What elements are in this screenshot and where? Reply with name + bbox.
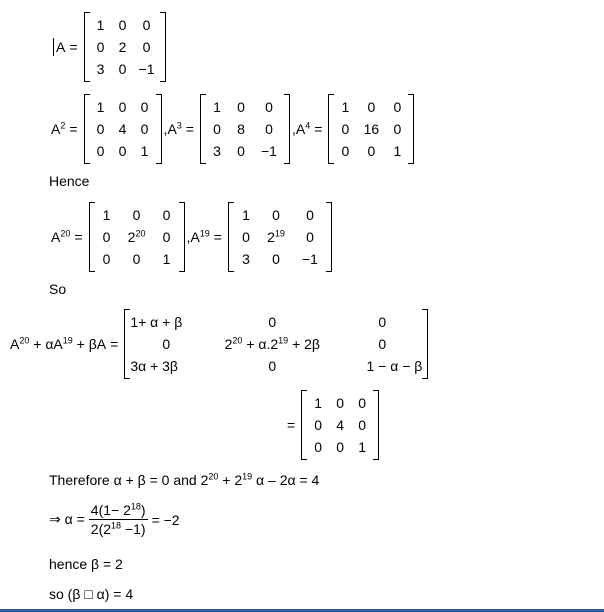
high-powers-line: $A^{20}$ = 1 0 0 0 $2^{20}$ 0 0 0 1 , $A^{19}$ = 1 0 0 0 $2^{19}$ 0 3 0 −1 bbox=[51, 202, 334, 272]
matrix-a: 1 0 0 0 2 0 3 0 −1 bbox=[84, 12, 166, 82]
alpha-fraction: $\frac{4(1- 2^{18})}{2(2^{18} -1)}$ bbox=[90, 501, 146, 537]
so-label: So bbox=[49, 281, 67, 297]
combination-equation: $A^{20} + \alpha A^{19} + \beta A$ = 1+ α + β 0 0 0 $2^{20} + \alpha.2^{19} + 2\beta$ 0 3α + 3β 0 1 − α − β bbox=[10, 309, 430, 379]
combination-matrix: 1+ α + β 0 0 0 $2^{20} + \alpha.2^{19} + 2\beta$ 0 3α + 3β 0 1 − α − β bbox=[124, 309, 428, 379]
combination-lhs: $A^{20} + \alpha A^{19} + \beta A$ bbox=[10, 335, 107, 352]
hence-label: Hence bbox=[49, 173, 90, 189]
matrix-a19: 1 0 0 0 $2^{19}$ 0 3 0 −1 bbox=[228, 202, 332, 272]
matrix-a-label: A bbox=[56, 39, 66, 55]
beta-line: hence β = 2 bbox=[49, 556, 123, 572]
alpha-result: = −2 bbox=[151, 511, 180, 528]
result-equation: = 1 0 0 0 4 0 0 0 1 bbox=[283, 390, 381, 460]
powers-line: $A^2$ = 1 0 0 0 4 0 0 0 1 , $A^3$ = 1 0 0 0 8 0 3 0 −1 , $A^4$ = 1 0 0 0 16 0 0 0 1 bbox=[51, 94, 416, 164]
matrix-a2: 1 0 0 0 4 0 0 0 1 bbox=[84, 94, 162, 164]
final-line: so (β □ α) = 4 bbox=[49, 586, 134, 602]
matrix-a-definition bbox=[53, 12, 168, 82]
matrix-a4: 1 0 0 0 16 0 0 0 1 bbox=[328, 94, 414, 164]
a2-label: $A^2$ bbox=[51, 120, 66, 137]
a19-label: $A^{19}$ bbox=[190, 228, 210, 245]
therefore-line: Therefore α + β = 0 and $2^{20} + 2^{19}$ α – 2α = 4 bbox=[49, 471, 320, 488]
matrix-a20: 1 0 0 0 $2^{20}$ 0 0 0 1 bbox=[89, 202, 185, 272]
alpha-prefix: ⇒ α = bbox=[49, 511, 85, 527]
alpha-solution bbox=[49, 502, 180, 537]
result-matrix: 1 0 0 0 4 0 0 0 1 bbox=[301, 390, 379, 460]
text-cursor bbox=[53, 38, 54, 56]
a3-label: $A^3$ bbox=[167, 120, 182, 137]
a4-label: $A^4$ bbox=[295, 120, 311, 137]
a20-label: $A^{20}$ bbox=[51, 228, 71, 245]
matrix-a3: 1 0 0 0 8 0 3 0 −1 bbox=[200, 94, 290, 164]
equals-sign: = bbox=[69, 39, 78, 55]
